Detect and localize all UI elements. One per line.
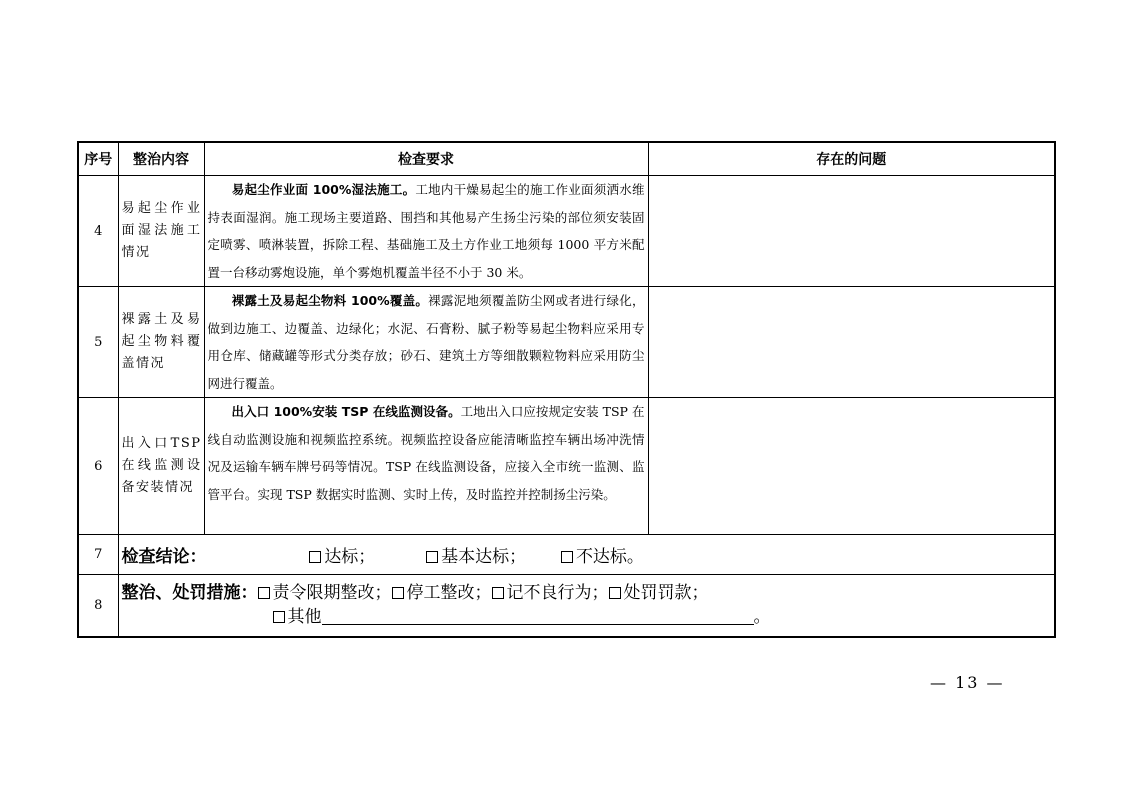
- checkbox-icon[interactable]: [392, 587, 404, 599]
- measure-option-other[interactable]: 其他: [273, 605, 322, 629]
- row-requirement: [204, 176, 648, 287]
- requirement-text: 裸露泥地须覆盖防尘网或者进行绿化，做到边施工、边覆盖、边绿化；水泥、石膏粉、腻子粉等易起尘物料应采用专用仓库、储藏罐等形式分类存放；砂石、建筑土方等细散颗粒物料应采用防尘网进行覆盖。: [207, 293, 645, 391]
- other-blank-line[interactable]: [322, 606, 754, 625]
- row-no: 6: [78, 398, 118, 535]
- row-no: 8: [78, 575, 118, 637]
- checkbox-icon[interactable]: [492, 587, 504, 599]
- inspection-table-page: [77, 141, 1054, 638]
- checkbox-icon[interactable]: [273, 611, 285, 623]
- row-requirement: [204, 287, 648, 398]
- requirement-bold: 裸露土及易起尘物料 100%覆盖。: [231, 293, 429, 308]
- table-header-row: [78, 142, 1055, 176]
- checkbox-icon[interactable]: [426, 551, 438, 563]
- conclusion-option-basic-pass[interactable]: 基本达标；: [426, 542, 526, 567]
- row-no: 4: [78, 176, 118, 287]
- measures-cell: [118, 575, 1055, 637]
- checkbox-icon[interactable]: [561, 551, 573, 563]
- table-row: [78, 398, 1055, 535]
- conclusion-cell: [118, 535, 1055, 575]
- row-issues[interactable]: [648, 176, 1055, 287]
- measures-row: [78, 575, 1055, 637]
- conclusion-row: [78, 535, 1055, 575]
- conclusion-option-fail[interactable]: 不达标。: [561, 542, 644, 567]
- header-no: 序号: [78, 142, 118, 176]
- row-requirement: [204, 398, 648, 535]
- requirement-text: 工地内干燥易起尘的施工作业面须洒水维持表面湿润。施工现场主要道路、围挡和其他易产生扬尘污染的部位须安装固定喷雾、喷淋装置，拆除工程、基础施工及土方作业工地须每 1000 平方米配置一台移动雾炮设施，单个雾炮机覆盖半径不小于 30 米。: [207, 182, 645, 280]
- checkbox-icon[interactable]: [258, 587, 270, 599]
- measure-option-stop-work[interactable]: 停工整改；: [392, 581, 492, 605]
- row-content: 易起尘作业面湿法施工情况: [118, 176, 204, 287]
- row-content: 出入口TSP在线监测设备安装情况: [118, 398, 204, 535]
- row-issues[interactable]: [648, 287, 1055, 398]
- page-number: — 13 —: [930, 673, 1005, 692]
- inspection-table: [77, 141, 1056, 638]
- header-content: 整治内容: [118, 142, 204, 176]
- measure-option-rectify[interactable]: 责令限期整改；: [258, 581, 392, 605]
- checkbox-icon[interactable]: [609, 587, 621, 599]
- header-requirement: 检查要求: [204, 142, 648, 176]
- other-end-mark: 。: [753, 607, 771, 628]
- measure-option-fine[interactable]: 处罚罚款；: [609, 581, 709, 605]
- table-row: [78, 287, 1055, 398]
- row-content: 裸露土及易起尘物料覆盖情况: [118, 287, 204, 398]
- requirement-bold: 易起尘作业面 100%湿法施工。: [231, 182, 416, 197]
- row-no: 5: [78, 287, 118, 398]
- requirement-bold: 出入口 100%安装 TSP 在线监测设备。: [231, 404, 461, 419]
- table-row: [78, 176, 1055, 287]
- conclusion-option-pass[interactable]: 达标；: [309, 542, 375, 567]
- row-no: 7: [78, 535, 118, 575]
- conclusion-label: 检查结论：: [121, 547, 207, 567]
- row-issues[interactable]: [648, 398, 1055, 535]
- measures-label: 整治、处罚措施：: [121, 583, 258, 604]
- checkbox-icon[interactable]: [309, 551, 321, 563]
- requirement-text: 工地出入口应按规定安装 TSP 在线自动监测设施和视频监控系统。视频监控设备应能清晰监控车辆出场冲洗情况及运输车辆车牌号码等情况。TSP 在线监测设备，应接入全市统一监测、监管平台。实现 TSP 数据实时监测、实时上传，及时监控并控制扬尘污染。: [207, 404, 645, 502]
- header-issues: 存在的问题: [648, 142, 1055, 176]
- measure-option-bad-record[interactable]: 记不良行为；: [492, 581, 609, 605]
